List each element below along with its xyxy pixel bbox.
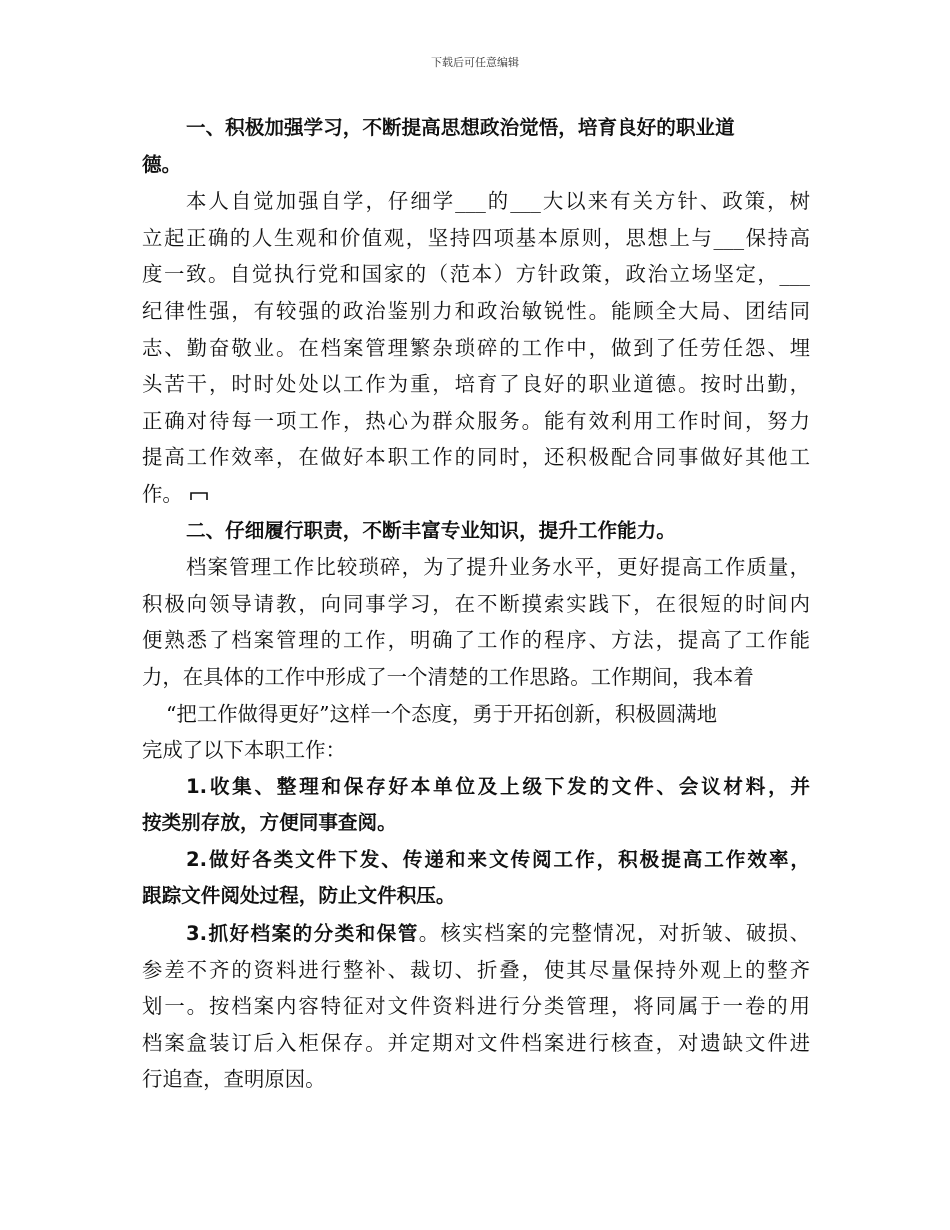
item3-line: 参差不齐的资料进行整补、裁切、折叠，使其尽量保持外观上的整齐 bbox=[142, 957, 810, 982]
section1-para-line: 正确对待每一项工作，热心为群众服务。能有效利用工作时间，努力 bbox=[142, 408, 810, 433]
section2-para-line: “把工作做得更好”这样一个态度，勇于开拓创新，积极圆满地 bbox=[166, 701, 718, 726]
section2-para-line: 积极向领导请教，向同事学习，在不断摸索实践下，在很短的时间内 bbox=[142, 591, 810, 616]
section1-para-line: 本人自觉加强自学，仔细学___的___大以来有关方针、政策，树 bbox=[186, 189, 810, 214]
section1-heading-line1: 一、积极加强学习，不断提高思想政治觉悟，培育良好的职业道 bbox=[186, 116, 735, 139]
item2-line2: 跟踪文件阅处过程，防止文件积压。 bbox=[142, 884, 456, 908]
section1-para-line: 头苦干，时时处处以工作为重，培育了良好的职业道德。按时出勤， bbox=[142, 372, 810, 397]
item3-rest: 。核实档案的完整情况，对折皱、破损、 bbox=[418, 921, 810, 946]
section1-para-line: 作。 bbox=[142, 481, 183, 506]
item1-line1: 1.收集、整理和保存好本单位及上级下发的文件、会议材料，并 bbox=[186, 774, 810, 798]
document-body bbox=[142, 110, 810, 1098]
section1-para-line: 志、勤奋敬业。在档案管理繁杂琐碎的工作中，做到了任劳任怨、埋 bbox=[142, 335, 810, 360]
section1-heading-line2: 德。 bbox=[142, 152, 182, 176]
item3-line: 划一。按档案内容特征对文件资料进行分类管理，将同属于一卷的用 bbox=[142, 994, 810, 1019]
section2-para-line: 便熟悉了档案管理的工作，明确了工作的程序、方法，提高了工作能 bbox=[142, 628, 810, 653]
item2-line1: 2.做好各类文件下发、传递和来文传阅工作，积极提高工作效率， bbox=[186, 847, 810, 871]
section2-heading: 二、仔细履行职责，不断丰富专业知识，提升工作能力。 bbox=[186, 518, 676, 542]
section2-para-line: 完成了以下本职工作： bbox=[142, 738, 346, 763]
section2-para-line: 力，在具体的工作中形成了一个清楚的工作思路。工作期间，我本着 bbox=[142, 664, 754, 689]
item3-line: 行追查，查明原因。 bbox=[142, 1067, 326, 1092]
section1-para-line: 度一致。自觉执行党和国家的（范本）方针政策，政治立场坚定，___ bbox=[142, 262, 810, 287]
section2-para-line: 档案管理工作比较琐碎，为了提升业务水平，更好提高工作质量， bbox=[186, 555, 810, 580]
section1-para-last-line bbox=[142, 476, 810, 513]
item3-line: 档案盒装订后入柜保存。并定期对文件档案进行核查，对遗缺文件进 bbox=[142, 1030, 810, 1055]
paragraph-mark-icon bbox=[189, 488, 209, 502]
section1-para-line: 纪律性强，有较强的政治鉴别力和政治敏锐性。能顾全大局、团结同 bbox=[142, 298, 810, 323]
item3-lead: 3.抓好档案的分类和保管 bbox=[186, 922, 419, 946]
item1-line2: 按类别存放，方便同事查阅。 bbox=[142, 811, 397, 835]
page-header: 下载后可任意编辑 bbox=[431, 56, 519, 69]
item3-line1 bbox=[142, 915, 810, 952]
section1-para-line: 提高工作效率，在做好本职工作的同时，还积极配合同事做好其他工 bbox=[142, 445, 810, 470]
section1-para-line: 立起正确的人生观和价值观，坚持四项基本原则，思想上与___保持高 bbox=[142, 225, 810, 250]
